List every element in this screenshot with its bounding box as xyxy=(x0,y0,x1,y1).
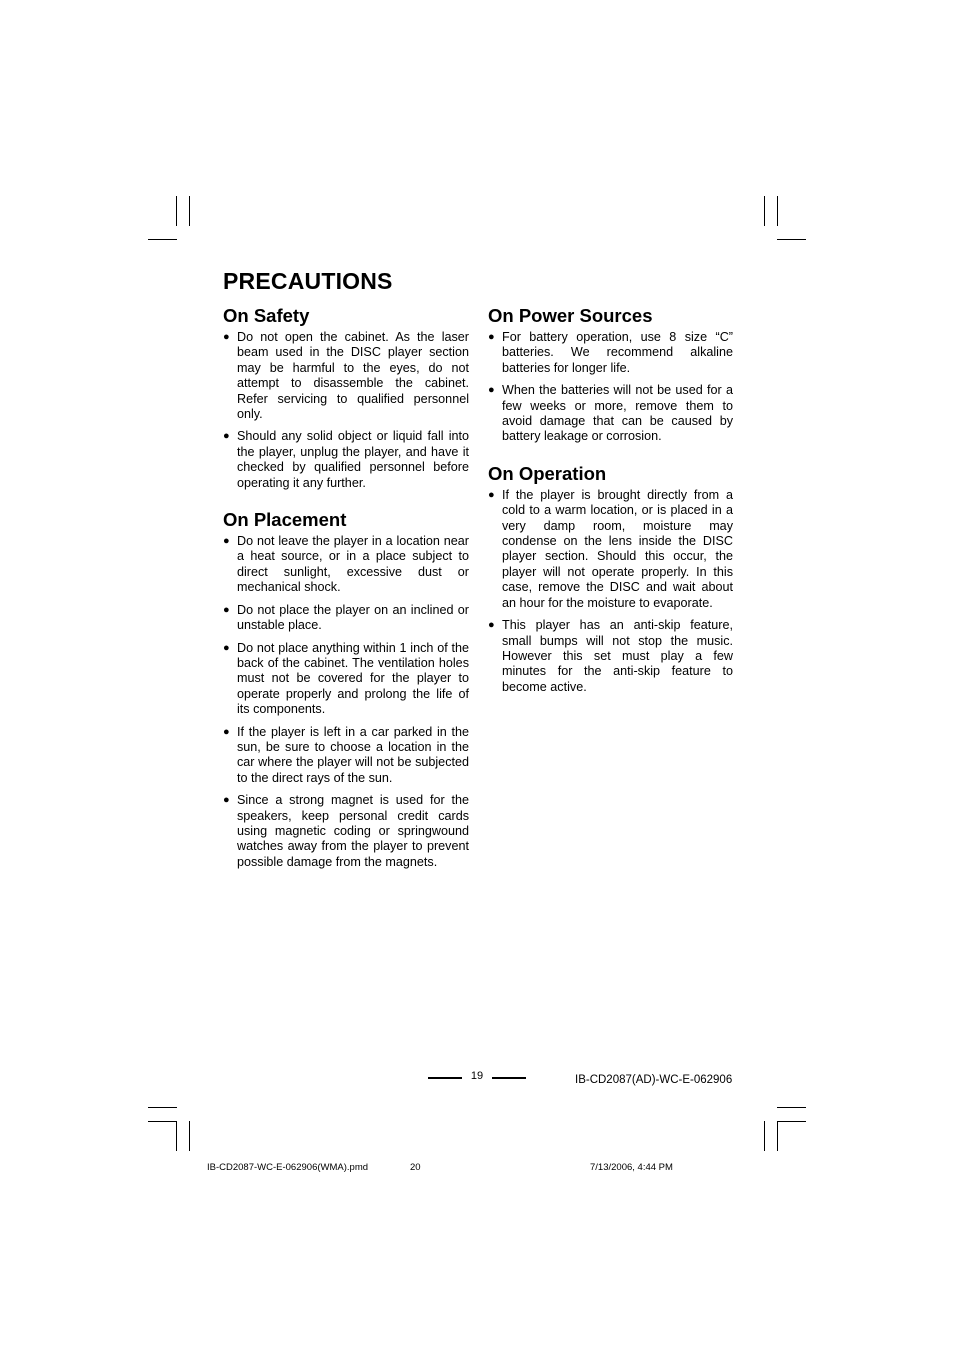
document-code: IB-CD2087(AD)-WC-E-062906 xyxy=(575,1074,733,1086)
bullet-icon: ● xyxy=(223,535,230,548)
list-item-text: This player has an anti-skip feature, small bumps will not stop the music. However this set must play a few minutes for the anti-skip feature to become active. xyxy=(502,618,733,694)
section-on-power-sources xyxy=(488,305,733,445)
list-item xyxy=(223,603,469,634)
list-item-text: Since a strong magnet is used for the speakers, keep personal credit cards using magnetic coding or springwound watches away from the player to prevent possible damage from the magnets. xyxy=(237,793,469,869)
bullet-list xyxy=(488,330,733,445)
section-on-placement xyxy=(223,509,469,870)
bullet-icon: ● xyxy=(223,430,230,443)
list-item xyxy=(223,641,469,718)
list-item xyxy=(488,330,733,376)
crop-mark xyxy=(148,1107,177,1108)
list-item-text: When the batteries will not be used for a few weeks or more, remove them to avoid damage that can be caused by battery leakage or corrosion. xyxy=(502,383,733,444)
crop-mark xyxy=(777,1121,778,1151)
crop-mark xyxy=(777,1121,806,1122)
section-heading: On Operation xyxy=(488,462,607,484)
list-item-text: If the player is left in a car parked in the sun, be sure to choose a location in the car where the player will not be subjected to the direct rays of the sun. xyxy=(237,724,469,785)
list-item-text: Do not place anything within 1 inch of the back of the cabinet. The ventilation holes must not be covered for the player to operate properly and prolong the life of its components. xyxy=(237,640,469,717)
list-item xyxy=(488,383,733,445)
bullet-list xyxy=(223,330,469,491)
list-item-text: Do not open the cabinet. As the laser beam used in the DISC player section may be harmful to the eyes, do not attempt to disassemble the cabinet. Refer servicing to qualified personnel only. xyxy=(237,330,469,422)
footer-rule-right xyxy=(492,1077,526,1079)
crop-mark xyxy=(189,1121,190,1151)
bullet-icon: ● xyxy=(488,619,495,632)
list-item-text: Do not place the player on an inclined or unstable place. xyxy=(237,602,469,633)
section-heading: On Safety xyxy=(223,305,310,326)
list-item xyxy=(223,793,469,870)
bullet-icon: ● xyxy=(488,488,495,501)
page-number: 19 xyxy=(470,1070,484,1082)
left-column xyxy=(223,305,469,888)
crop-mark xyxy=(777,196,778,226)
crop-mark xyxy=(148,1121,177,1122)
page-title: PRECAUTIONS xyxy=(223,268,393,294)
right-column xyxy=(488,305,733,713)
list-item-text: Should any solid object or liquid fall into the player, unplug the player, and have it checked by qualified personnel before operating it any further. xyxy=(237,429,469,490)
crop-mark xyxy=(764,196,765,226)
bullet-list xyxy=(488,488,733,695)
bullet-icon: ● xyxy=(223,641,230,654)
list-item xyxy=(223,429,469,491)
slug-filename: IB-CD2087-WC-E-062906(WMA).pmd xyxy=(207,1162,369,1173)
section-heading: On Placement xyxy=(223,509,347,531)
crop-mark xyxy=(148,239,177,240)
bullet-icon: ● xyxy=(488,331,495,343)
crop-mark xyxy=(176,196,177,226)
list-item xyxy=(223,534,469,596)
list-item-text: Do not leave the player in a location near a heat source, or in a place subject to direct sunlight, excessive dust or mechanical shock. xyxy=(237,534,469,595)
crop-mark xyxy=(777,239,806,240)
bullet-icon: ● xyxy=(223,331,230,343)
bullet-list xyxy=(223,534,469,870)
section-on-safety xyxy=(223,305,469,491)
list-item-text: If the player is brought directly from a cold to a warm location, or is placed in a very damp room, moisture may condense on the lens inside the DISC player section. Should this occur, the player will not operate properly. In this case, remove the DISC and wait about an hour for the moisture to evaporate. xyxy=(502,487,733,610)
list-item xyxy=(488,488,733,611)
crop-mark xyxy=(764,1121,765,1151)
bullet-icon: ● xyxy=(223,603,230,616)
crop-mark xyxy=(176,1121,177,1151)
section-on-operation xyxy=(488,463,733,695)
crop-mark xyxy=(777,1107,806,1108)
bullet-icon: ● xyxy=(223,794,230,807)
footer-rule-left xyxy=(428,1077,462,1079)
crop-mark xyxy=(189,196,190,226)
list-item xyxy=(488,618,733,695)
bullet-icon: ● xyxy=(223,725,230,738)
slug-sheet-number: 20 xyxy=(410,1162,421,1173)
slug-datetime: 7/13/2006, 4:44 PM xyxy=(590,1162,673,1173)
list-item xyxy=(223,725,469,787)
list-item xyxy=(223,330,469,422)
section-heading: On Power Sources xyxy=(488,305,653,326)
list-item-text: For battery operation, use 8 size “C” batteries. We recommend alkaline batteries for longer life. xyxy=(502,330,733,375)
bullet-icon: ● xyxy=(488,384,495,397)
